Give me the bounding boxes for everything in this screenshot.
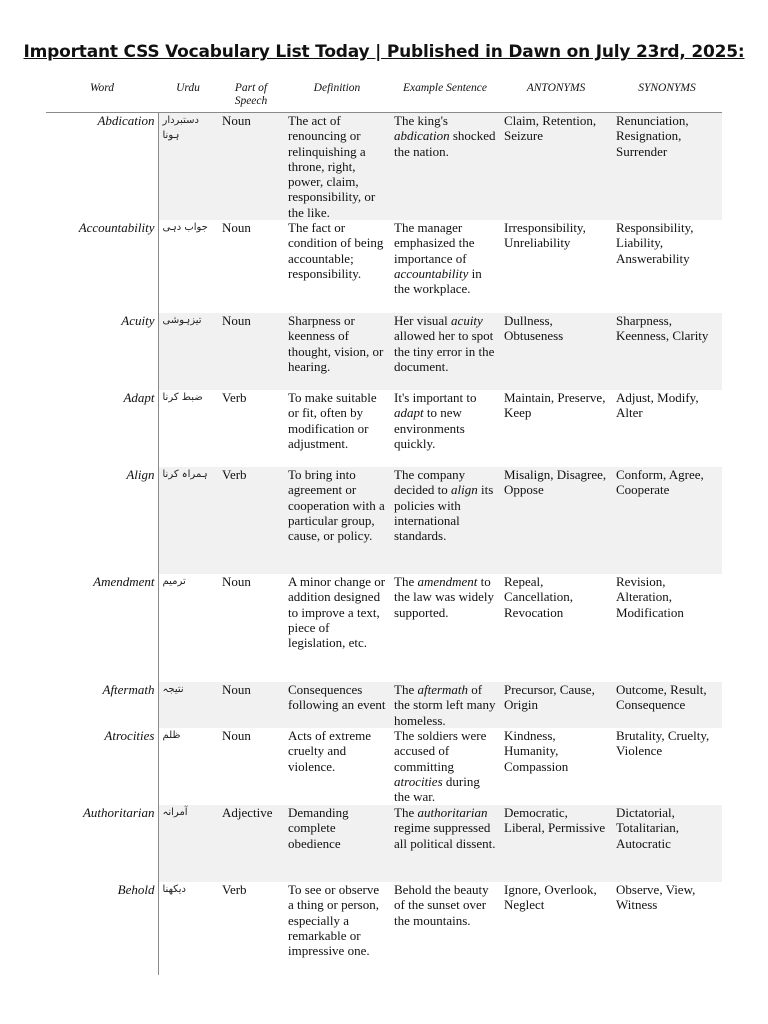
page-title: Important CSS Vocabulary List Today | Published in Dawn on July 23rd, 2025: [23, 42, 745, 62]
urdu-cell: دیکھنا [162, 884, 186, 896]
example-text: The king's [394, 113, 448, 128]
antonyms-cell: Kindness, Humanity, Compassion [504, 728, 569, 774]
vocabulary-table [46, 80, 722, 975]
synonyms-cell: Responsibility, Liability, Answerability [616, 220, 694, 266]
example-text: The soldiers were accused of committing [394, 728, 487, 774]
definition-cell: The act of renouncing or relinquishing a throne, right, power, claim, responsibility, or the like. [284, 113, 390, 221]
header-synonyms: SYNONYMS [612, 80, 722, 113]
synonyms-cell: Revision, Alteration, Modification [616, 574, 684, 620]
example-cell [390, 390, 500, 467]
definition-cell: Sharpness or keenness of thought, vision, or hearing. [284, 313, 390, 390]
antonyms-cell: Irresponsibility, Unreliability [504, 220, 586, 251]
example-text: Her visual [394, 313, 452, 329]
example-emphasis: align [451, 482, 478, 498]
example-text: It's important to [394, 390, 477, 406]
example-text: The [394, 805, 418, 821]
part-of-speech-cell: Verb [218, 467, 284, 574]
word-cell: Behold [46, 882, 158, 975]
example-text: The [394, 682, 418, 698]
word-cell: Authoritarian [46, 805, 158, 882]
synonyms-cell: Renunciation, Resignation, Surrender [612, 113, 722, 221]
word-cell: Acuity [46, 313, 158, 390]
urdu-cell: ضبط کرنا [162, 392, 203, 404]
table-row [46, 682, 722, 728]
definition-cell: Demanding complete obedience [284, 805, 390, 882]
example-emphasis: abdication [394, 128, 450, 144]
part-of-speech-cell: Noun [222, 574, 251, 590]
synonyms-cell: Brutality, Cruelty, Violence [616, 728, 710, 759]
table-row [46, 313, 722, 390]
header-word: Word [46, 80, 158, 113]
example-text: The [394, 574, 418, 590]
part-of-speech-cell: Noun [218, 682, 284, 728]
synonyms-cell: Sharpness, Keenness, Clarity [612, 313, 722, 390]
part-of-speech-cell: Noun [222, 220, 251, 236]
header-urdu: Urdu [158, 80, 218, 113]
antonyms-cell: Dullness, Obtuseness [500, 313, 612, 390]
table-header-row [46, 80, 722, 113]
example-text: shocked the nation. [394, 128, 496, 159]
word-cell: Adapt [46, 390, 158, 467]
antonyms-cell: Precursor, Cause, Origin [500, 682, 612, 728]
example-text: to the law was widely supported. [394, 574, 495, 620]
part-of-speech-cell: Noun [218, 113, 284, 221]
table-row [46, 467, 722, 574]
word-cell: Aftermath [46, 682, 158, 728]
example-text: its policies with international standards. [394, 482, 494, 544]
table-row [46, 113, 722, 221]
example-text: to new environments quickly. [394, 405, 465, 451]
definition-cell: To make suitable or fit, often by modification or adjustment. [288, 390, 377, 451]
part-of-speech-cell: Noun [222, 728, 251, 744]
example-cell [390, 882, 500, 975]
example-emphasis: amendment [417, 574, 478, 590]
table-row [46, 882, 722, 975]
synonyms-cell: Outcome, Result, Consequence [612, 682, 722, 728]
example-emphasis: adapt [394, 405, 424, 421]
example-text: of the storm left many homeless. [394, 682, 496, 728]
word-cell: Amendment [46, 574, 158, 682]
definition-cell: Acts of extreme cruelty and violence. [288, 728, 372, 774]
example-emphasis: accountability [394, 265, 469, 281]
example-cell [390, 805, 500, 882]
example-cell [390, 467, 500, 574]
urdu-cell: دستبردار ہونا [158, 113, 218, 221]
table-row [46, 805, 722, 882]
word-cell: Align [46, 467, 158, 574]
urdu-cell: ترمیم [162, 576, 186, 588]
example-text: during the war. [394, 773, 480, 805]
definition-cell: To see or observe a thing or person, especially a remarkable or impressive one. [288, 882, 380, 959]
definition-cell: The fact or condition of being accountable; responsibility. [288, 220, 384, 281]
example-emphasis: atrocities [394, 773, 443, 789]
antonyms-cell: Misalign, Disagree, Oppose [500, 467, 612, 574]
antonyms-cell: Democratic, Liberal, Permissive [500, 805, 612, 882]
example-cell [390, 313, 500, 390]
part-of-speech-cell: Adjective [218, 805, 284, 882]
table-row [46, 220, 722, 313]
definition-cell: A minor change or addition designed to improve a text, piece of legislation, etc. [288, 574, 386, 651]
table-row [46, 390, 722, 467]
word-cell: Accountability [46, 220, 158, 313]
word-cell: Atrocities [46, 728, 158, 805]
header-definition: Definition [284, 80, 390, 113]
header-part-of-speech: Part of Speech [218, 80, 284, 113]
antonyms-cell: Claim, Retention, Seizure [500, 113, 612, 221]
example-text: allowed her to spot the tiny error in the document. [394, 328, 495, 374]
part-of-speech-cell: Noun [218, 313, 284, 390]
example-emphasis: aftermath [417, 682, 469, 698]
urdu-cell: جواب دہی [162, 222, 208, 234]
table-row [46, 574, 722, 682]
example-text: The company decided to [394, 467, 466, 498]
urdu-cell: ظلم [162, 730, 181, 742]
table-row [46, 728, 722, 805]
synonyms-cell: Observe, View, Witness [616, 882, 696, 913]
synonyms-cell: Dictatorial, Totalitarian, Autocratic [612, 805, 722, 882]
urdu-cell: نتیجہ [158, 682, 218, 728]
antonyms-cell: Ignore, Overlook, Neglect [504, 882, 597, 913]
urdu-cell: تیزہوشی [158, 313, 218, 390]
example-cell [390, 574, 500, 682]
example-text: regime suppressed all political dissent. [394, 820, 496, 851]
definition-cell: Consequences following an event [284, 682, 390, 728]
urdu-cell: آمرانہ [158, 805, 218, 882]
antonyms-cell: Repeal, Cancellation, Revocation [504, 574, 573, 620]
example-emphasis: authoritarian [417, 805, 488, 821]
synonyms-cell: Conform, Agree, Cooperate [612, 467, 722, 574]
example-cell [390, 220, 500, 313]
part-of-speech-cell: Verb [222, 882, 247, 898]
part-of-speech-cell: Verb [222, 390, 247, 406]
antonyms-cell: Maintain, Preserve, Keep [504, 390, 606, 421]
urdu-cell: ہمراہ کرنا [158, 467, 218, 574]
header-example-sentence: Example Sentence [390, 80, 500, 113]
example-cell [390, 728, 500, 805]
word-cell: Abdication [46, 113, 158, 221]
synonyms-cell: Adjust, Modify, Alter [616, 390, 699, 421]
example-text: Behold the beauty of the sunset over the mountains. [394, 882, 489, 928]
example-cell [390, 113, 500, 221]
definition-cell: To bring into agreement or cooperation with a particular group, cause, or policy. [284, 467, 390, 574]
example-text: in the workplace. [394, 265, 482, 297]
example-text: The manager emphasized the importance of [394, 220, 475, 266]
header-antonyms: ANTONYMS [500, 80, 612, 113]
example-emphasis: acuity [451, 313, 483, 329]
example-cell [390, 682, 500, 728]
